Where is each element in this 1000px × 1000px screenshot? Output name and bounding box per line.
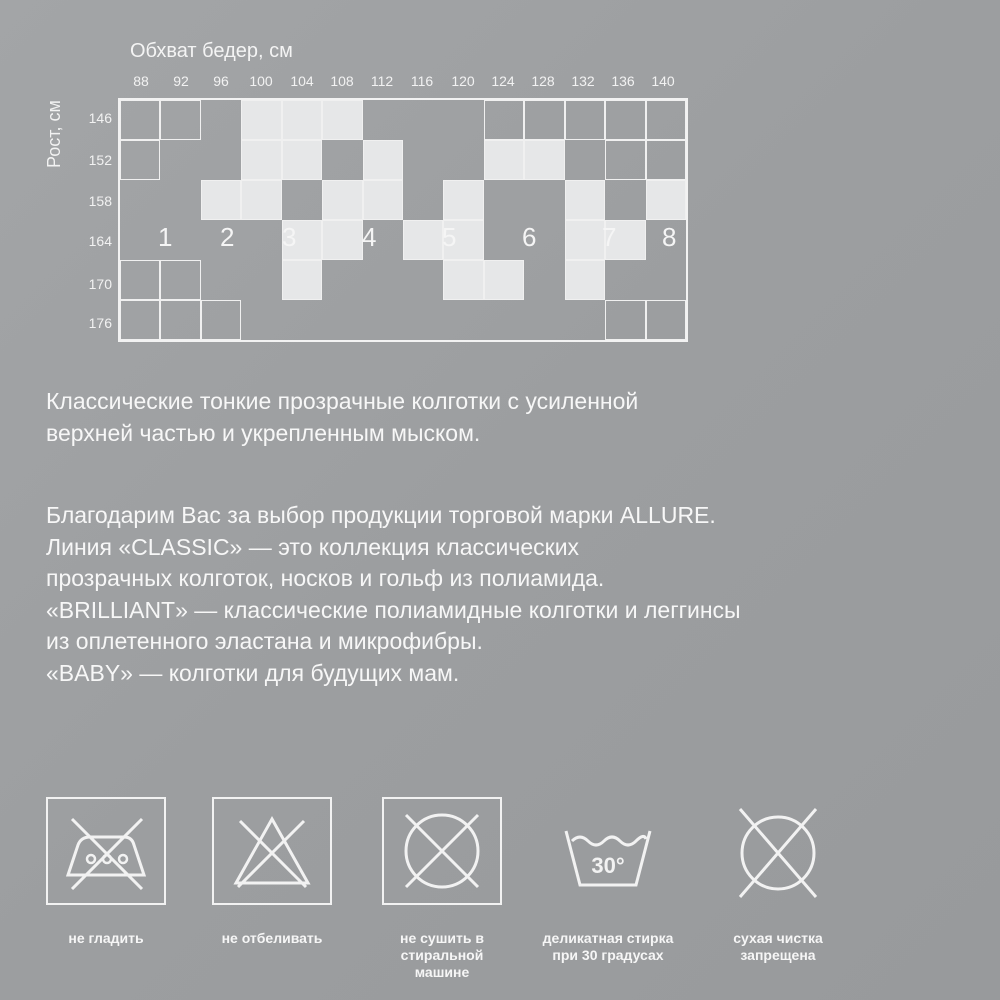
- grid-cell: [160, 300, 200, 340]
- grid-cell: [403, 180, 443, 220]
- x-tick: 128: [531, 73, 555, 89]
- grid-cell: [443, 300, 483, 340]
- grid-cell: [282, 140, 322, 180]
- grid-cell: [120, 220, 160, 260]
- grid-cell: [484, 260, 524, 300]
- grid-cell: [241, 100, 281, 140]
- grid-cell: [282, 180, 322, 220]
- y-tick: 170: [88, 276, 112, 292]
- no-bleach-label: [187, 930, 357, 947]
- grid-cell: [363, 180, 403, 220]
- x-tick: 116: [410, 73, 434, 89]
- size-number: 4: [362, 222, 377, 252]
- grid-cell: [646, 140, 686, 180]
- grid-cell: [565, 260, 605, 300]
- size-number: 3: [282, 222, 297, 252]
- grid-cell: [646, 100, 686, 140]
- grid-cell: [120, 180, 160, 220]
- grid-cell: [241, 300, 281, 340]
- y-tick: 176: [88, 315, 112, 331]
- label-line: не гладить: [68, 930, 144, 946]
- grid-cell: [646, 260, 686, 300]
- no-tumble-dry-label: [357, 930, 527, 981]
- grid-cell: [282, 100, 322, 140]
- label-line: не сушить в: [400, 930, 484, 946]
- label-line: деликатная стирка: [542, 930, 674, 946]
- x-tick: 88: [133, 73, 149, 89]
- y-tick: 164: [88, 233, 112, 249]
- height-axis-label: Рост, см: [44, 100, 64, 168]
- product-description: [46, 386, 638, 449]
- size-number: 1: [158, 222, 173, 252]
- brand-line: из оплетенного эластана и микрофибры.: [46, 628, 483, 654]
- x-tick: 120: [451, 73, 475, 89]
- no-tumble-dry-icon: [382, 797, 502, 907]
- grid-cell: [201, 180, 241, 220]
- grid-cell: [363, 100, 403, 140]
- grid-cell: [403, 220, 443, 260]
- x-tick: 96: [213, 73, 229, 89]
- grid-cell: [605, 100, 645, 140]
- grid-cell: [241, 260, 281, 300]
- grid-cell: [524, 180, 564, 220]
- grid-cell: [120, 260, 160, 300]
- grid-cell: [403, 100, 443, 140]
- x-tick: 112: [370, 73, 394, 89]
- grid-cell: [484, 140, 524, 180]
- gentle-wash-label: [523, 930, 693, 964]
- size-number: 5: [442, 222, 457, 252]
- grid-cell: [605, 180, 645, 220]
- grid-cell: [484, 220, 524, 260]
- size-chart-title: Обхват бедер, см: [130, 40, 293, 62]
- size-number: 6: [522, 222, 537, 252]
- size-number: 7: [602, 222, 617, 252]
- wash-temp: 30°: [591, 853, 625, 878]
- brand-line: Благодарим Вас за выбор продукции торговой марки ALLURE.: [46, 502, 716, 528]
- x-tick: 104: [290, 73, 314, 89]
- grid-cell: [565, 140, 605, 180]
- grid-cell: [605, 300, 645, 340]
- grid-cell: [646, 180, 686, 220]
- x-tick: 108: [330, 73, 354, 89]
- grid-cell: [363, 260, 403, 300]
- y-tick: 152: [88, 152, 112, 168]
- grid-cell: [322, 140, 362, 180]
- description-line: верхней частью и укрепленным мыском.: [46, 419, 481, 446]
- grid-cell: [605, 260, 645, 300]
- grid-cell: [403, 140, 443, 180]
- label-line: машине: [414, 964, 470, 980]
- x-tick: 124: [491, 73, 515, 89]
- no-iron-label: [21, 930, 191, 947]
- y-tick: 146: [88, 110, 112, 126]
- brand-line: Линия «CLASSIC» — это коллекция классических: [46, 533, 580, 560]
- description-line: Классические тонкие прозрачные колготки с усиленной: [46, 388, 639, 414]
- grid-cell: [524, 260, 564, 300]
- y-tick: 158: [88, 193, 112, 209]
- no-dry-clean-label: [693, 930, 863, 964]
- grid-cell: [241, 180, 281, 220]
- grid-cell: [605, 140, 645, 180]
- gentle-wash-30-icon: [548, 797, 668, 907]
- grid-cell: [241, 220, 281, 260]
- label-line: не отбеливать: [221, 930, 323, 946]
- grid-cell: [363, 300, 403, 340]
- grid-cell: [565, 300, 605, 340]
- label-line: запрещена: [740, 947, 816, 963]
- brand-line: прозрачных колготок, носков и гольф из полиамида.: [46, 565, 605, 591]
- grid-cell: [322, 180, 362, 220]
- grid-cell: [201, 140, 241, 180]
- size-grid: [118, 98, 688, 342]
- label-line: при 30 градусах: [552, 947, 664, 963]
- grid-cell: [363, 140, 403, 180]
- grid-cell: [160, 140, 200, 180]
- grid-cell: [120, 300, 160, 340]
- x-tick: 140: [651, 73, 675, 89]
- x-tick: 136: [611, 73, 635, 89]
- x-tick: 100: [249, 73, 273, 89]
- grid-cell: [322, 220, 362, 260]
- size-number: 2: [220, 222, 235, 252]
- grid-cell: [322, 100, 362, 140]
- grid-cell: [484, 100, 524, 140]
- no-bleach-icon: [212, 797, 332, 907]
- grid-cell: [120, 100, 160, 140]
- grid-cell: [120, 140, 160, 180]
- grid-cell: [403, 260, 443, 300]
- grid-cell: [322, 260, 362, 300]
- grid-cell: [565, 180, 605, 220]
- grid-cell: [201, 260, 241, 300]
- grid-cell: [282, 260, 322, 300]
- label-line: сухая чистка: [733, 930, 823, 946]
- brand-line: «BABY» — колготки для будущих мам.: [46, 659, 460, 686]
- x-tick: 132: [571, 73, 595, 89]
- grid-cell: [443, 260, 483, 300]
- grid-cell: [565, 100, 605, 140]
- grid-cell: [160, 100, 200, 140]
- grid-cell: [160, 260, 200, 300]
- brand-text: [46, 500, 741, 689]
- grid-cell: [484, 180, 524, 220]
- no-iron-icon: [46, 797, 166, 907]
- size-number: 8: [662, 222, 677, 252]
- grid-cell: [322, 300, 362, 340]
- grid-cell: [565, 220, 605, 260]
- x-tick: 92: [173, 73, 189, 89]
- grid-cell: [443, 180, 483, 220]
- grid-cell: [282, 300, 322, 340]
- grid-cell: [524, 300, 564, 340]
- brand-line: «BRILLIANT» — классические полиамидные колготки и леггинсы: [46, 596, 741, 623]
- grid-cell: [241, 140, 281, 180]
- grid-cell: [443, 100, 483, 140]
- grid-cell: [524, 100, 564, 140]
- grid-cell: [443, 140, 483, 180]
- label-line: стиральной: [400, 947, 484, 963]
- no-dry-clean-icon: [718, 797, 838, 907]
- grid-cell: [201, 300, 241, 340]
- hip-girth-axis: [0, 73, 1000, 93]
- grid-cell: [201, 100, 241, 140]
- grid-cell: [484, 300, 524, 340]
- grid-cell: [403, 300, 443, 340]
- grid-cell: [646, 300, 686, 340]
- grid-cell: [160, 180, 200, 220]
- grid-cell: [524, 140, 564, 180]
